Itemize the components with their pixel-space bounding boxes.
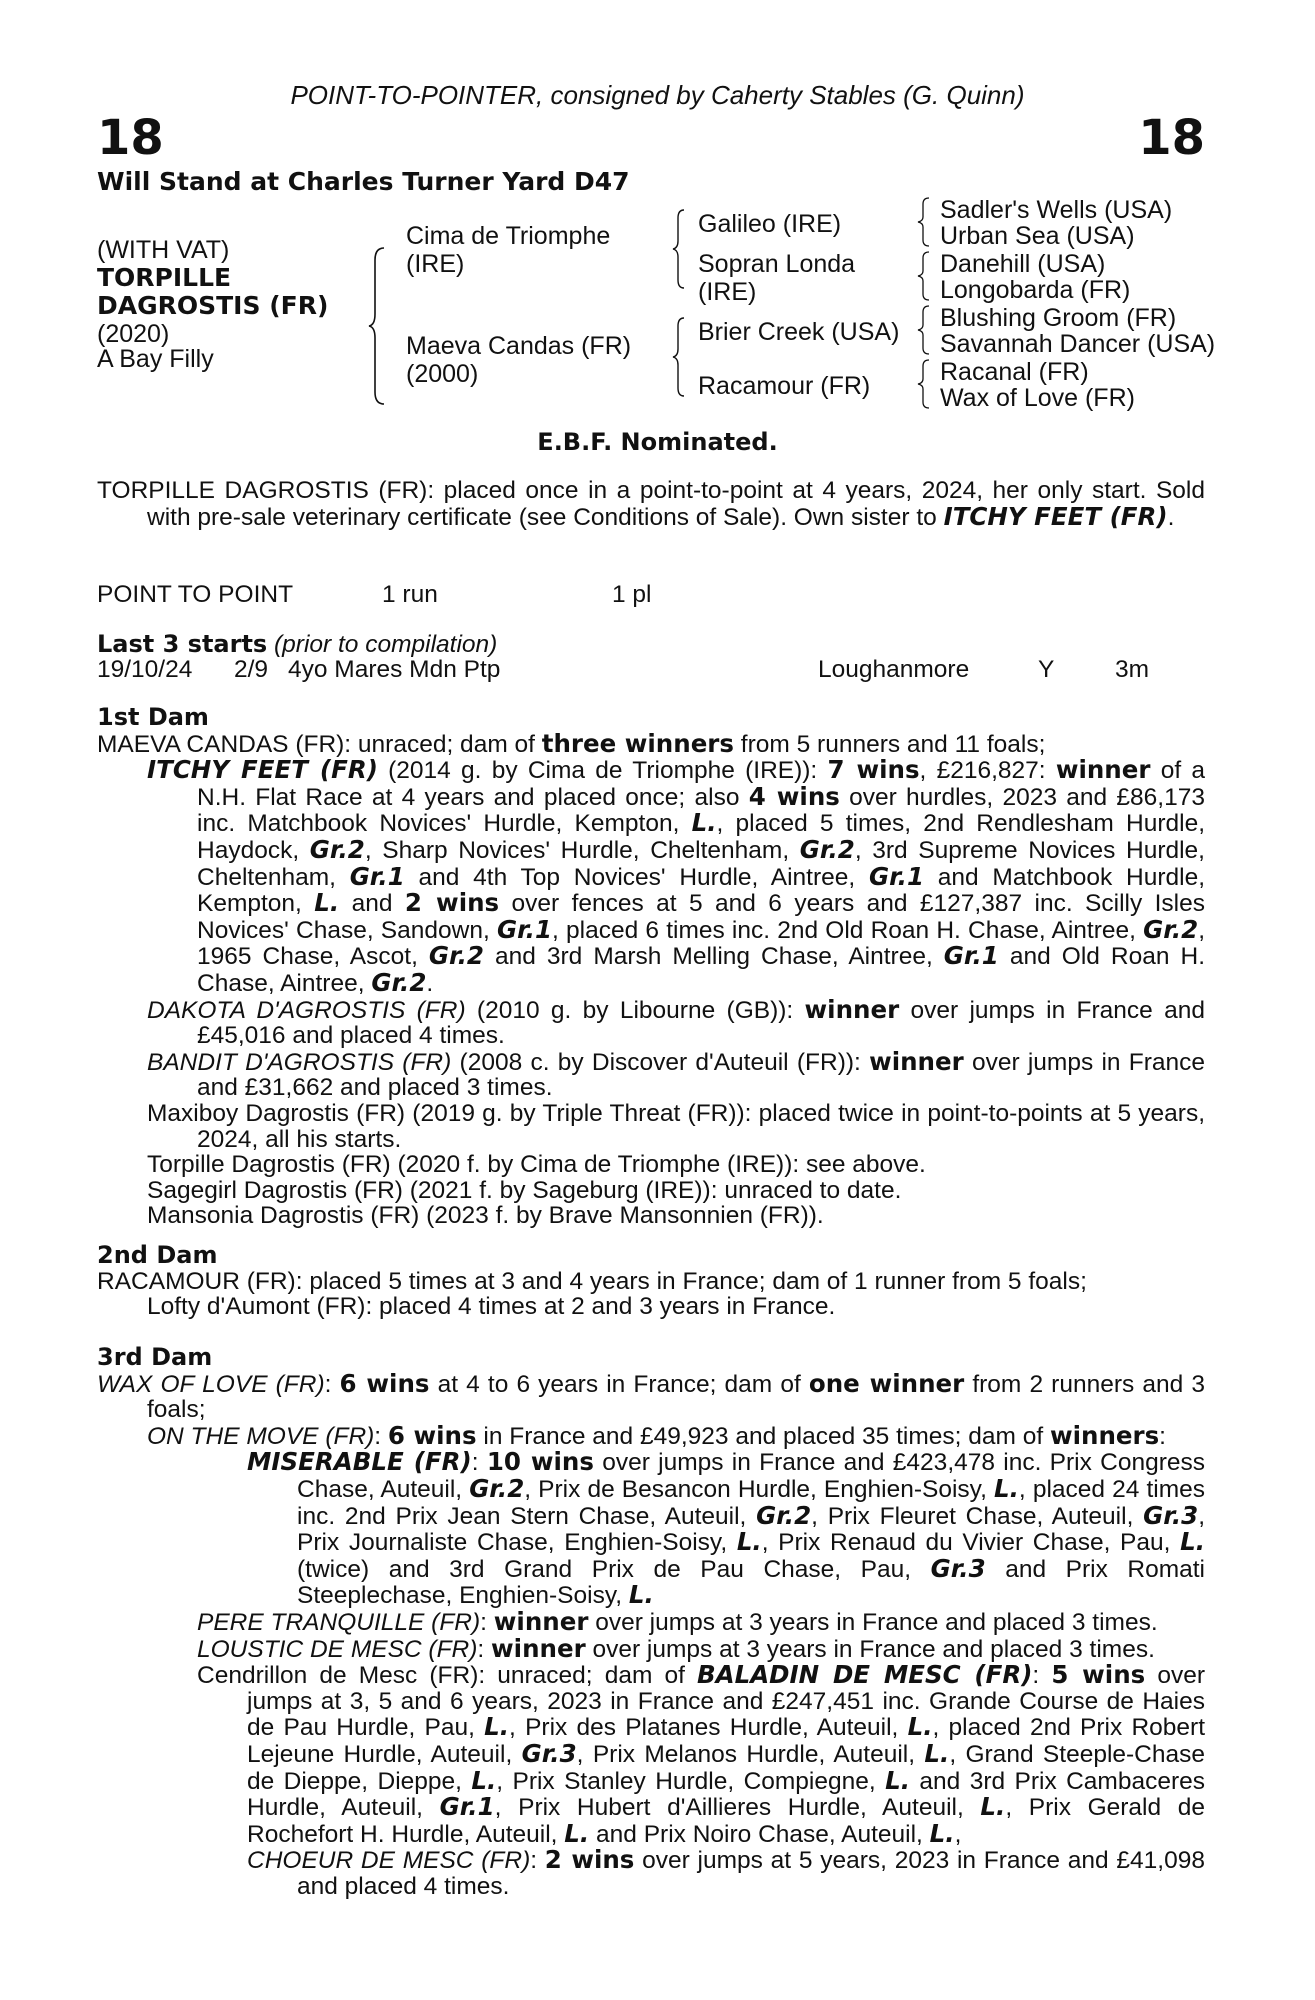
record-label: POINT TO POINT <box>97 581 294 608</box>
third-dam-intro: WAX OF LOVE (FR): 6 wins at 4 to 6 years in France; dam of one winner from 2 runners and 3 foals; <box>97 1368 1205 1424</box>
third-dam-title: 3rd Dam <box>97 1343 213 1371</box>
grandsire-7: Racanal (FR) <box>940 358 1089 386</box>
start-course: Loughanmore <box>818 656 970 683</box>
grandsire-6: Savannah Dancer (USA) <box>940 330 1216 358</box>
brace-g56 <box>917 304 931 356</box>
offspring-pere-tranquille: PERE TRANQUILLE (FR): winner over jumps at 3 years in France and placed 3 times. <box>197 1606 1158 1636</box>
sire-country: (IRE) <box>406 250 465 278</box>
lot-number-right: 18 <box>1138 110 1205 166</box>
second-dam-section <box>97 1243 1205 1320</box>
dam-dam: Racamour (FR) <box>698 372 871 400</box>
record-placed: 1 pl <box>612 581 652 608</box>
grandsire-4: Longobarda (FR) <box>940 276 1131 304</box>
grandsire-1: Sadler's Wells (USA) <box>940 196 1173 224</box>
dam-year: (2000) <box>406 360 479 388</box>
dam-name: Maeva Candas (FR) <box>406 332 632 360</box>
second-dam-intro: RACAMOUR (FR): placed 5 times at 3 and 4 years in France; dam of 1 runner from 5 foals; <box>97 1267 1087 1295</box>
second-dam-title: 2nd Dam <box>97 1241 218 1269</box>
offspring-cendrillon: Cendrillon de Mesc (FR): unraced; dam of BALADIN DE MESC (FR): 5 wins over jumps at 3, 5 and 6 years, 2023 in France and £247,451 inc. Grande Course de Haies de Pau Hurdle, Pau, L., Prix des Platanes Hurdle, Auteuil, L., placed 2nd Prix Robert Lejeune Hurdle, Auteuil, Gr.3, Prix Melanos Hurdle, Auteuil, L., Grand Steeple-Chase de Dieppe, Dieppe, L., Prix Stanley Hurdle, Compiegne, L. and 3rd Prix Cambaceres Hurdle, Auteuil, Gr.1, Prix Hubert d'Aillieres Hurdle, Auteuil, L., Prix Gerald de Rochefort H. Hurdle, Auteuil, L. and Prix Noiro Chase, Auteuil, L., <box>197 1660 1205 1848</box>
horse-name-line2: DAGROSTIS (FR) <box>97 291 329 320</box>
offspring-sagegirl: Sagegirl Dagrostis (FR) (2021 f. by Sageburg (IRE)): unraced to date. <box>147 1176 902 1204</box>
sire-dam-country: (IRE) <box>698 278 757 306</box>
sire-sire: Galileo (IRE) <box>698 210 842 238</box>
summary-text: TORPILLE DAGROSTIS (FR): placed once in a point-to-point at 4 years, 2024, her only start. Sold with pre-sale veterinary certificate (see Conditions of Sale). Own sister to ITCHY FEET (FR). <box>97 477 1205 531</box>
pedigree-brace-main <box>368 246 388 406</box>
vat-note: (WITH VAT) <box>97 236 230 264</box>
horse-description: A Bay Filly <box>97 345 214 373</box>
offspring-dakota: DAKOTA D'AGROSTIS (FR) (2010 g. by Libourne (GB)): winner over jumps in France and £45,016 and placed 4 times. <box>147 994 1205 1050</box>
first-dam-intro: MAEVA CANDAS (FR): unraced; dam of three winners from 5 runners and 11 foals; <box>97 728 1046 758</box>
lot-number-left: 18 <box>97 110 164 166</box>
brace-g12 <box>917 196 931 248</box>
offspring-itchy-feet: ITCHY FEET (FR) (2014 g. by Cima de Triomphe (IRE)): 7 wins, £216,827: winner of a N.H. Flat Race at 4 years and placed once; also 4 wins over hurdles, 2023 and £86,173 inc. Matchbook Novices' Hurdle, Kempton, L., placed 5 times, 2nd Rendlesham Hurdle, Haydock, Gr.2, Sharp Novices' Hurdle, Cheltenham, Gr.2, 3rd Supreme Novices Hurdle, Cheltenham, Gr.1 and 4th Top Novices' Hurdle, Aintree, Gr.1 and Matchbook Hurdle, Kempton, L. and 2 wins over fences at 5 and 6 years and £127,387 inc. Scilly Isles Novices' Chase, Sandown, Gr.1, placed 6 times inc. 2nd Old Roan H. Chase, Aintree, Gr.2, 1965 Chase, Ascot, Gr.2 and 3rd Marsh Melling Chase, Aintree, Gr.1 and Old Roan H. Chase, Aintree, Gr.2. <box>147 755 1206 997</box>
third-dam-section <box>97 1345 1205 1899</box>
offspring-miserable: MISERABLE (FR): 10 wins over jumps in France and £423,478 inc. Prix Congress Chase, Auteuil, Gr.2, Prix de Besancon Hurdle, Enghien-Soisy, L., placed 24 times inc. 2nd Prix Jean Stern Chase, Auteuil, Gr.2, Prix Fleuret Chase, Auteuil, Gr.3, Prix Journaliste Chase, Enghien-Soisy, L., Prix Renaud du Vivier Chase, Pau, L. (twice) and 3rd Grand Prix de Pau Chase, Pau, Gr.3 and Prix Romati Steeplechase, Enghien-Soisy, L. <box>247 1447 1206 1610</box>
sire-name: Cima de Triomphe <box>406 222 611 250</box>
offspring-loustic: LOUSTIC DE MESC (FR): winner over jumps at 3 years in France and placed 3 times. <box>197 1633 1155 1663</box>
brace-g34 <box>917 250 931 302</box>
offspring-maxiboy: Maxiboy Dagrostis (FR) (2019 g. by Triple Threat (FR)): placed twice in point-to-points at 5 years, 2024, all his starts. <box>147 1099 1205 1153</box>
brace-dam <box>672 316 686 398</box>
offspring-choeur: CHOEUR DE MESC (FR): 2 wins over jumps at 5 years, 2023 in France and £41,098 and placed 4 times. <box>247 1845 1205 1900</box>
start-position: 2/9 <box>234 656 269 683</box>
first-dam-title: 1st Dam <box>97 703 209 731</box>
offspring-on-the-move: ON THE MOVE (FR): 6 wins in France and £49,923 and placed 35 times; dam of winners: <box>147 1420 1166 1450</box>
start-race: 4yo Mares Mdn Ptp <box>288 656 501 683</box>
grandsire-5: Blushing Groom (FR) <box>940 304 1177 332</box>
start-distance: 3m <box>1115 656 1150 683</box>
start-going: Y <box>1038 656 1055 683</box>
start-date: 19/10/24 <box>97 656 193 683</box>
grandsire-3: Danehill (USA) <box>940 250 1106 278</box>
consignor-header: POINT-TO-POINTER, consigned by Caherty Stables (G. Quinn) <box>290 80 1025 110</box>
record-runs: 1 run <box>382 581 438 608</box>
sire-dam-name: Sopran Londa <box>698 250 856 278</box>
ebf-nominated: E.B.F. Nominated. <box>537 428 778 456</box>
horse-year: (2020) <box>97 320 170 348</box>
offspring-mansonia: Mansonia Dagrostis (FR) (2023 f. by Brave Mansonnien (FR)). <box>147 1202 824 1230</box>
grandsire-8: Wax of Love (FR) <box>940 384 1135 412</box>
offspring-bandit: BANDIT D'AGROSTIS (FR) (2008 c. by Discover d'Auteuil (FR)): winner over jumps in France and £31,662 and placed 3 times. <box>147 1046 1206 1102</box>
first-dam-section <box>97 705 1205 1229</box>
brace-g78 <box>917 358 931 410</box>
last-starts-heading: Last 3 starts (prior to compilation) <box>97 630 498 658</box>
stand-location: Will Stand at Charles Turner Yard D47 <box>97 167 630 196</box>
dam-sire: Brier Creek (USA) <box>698 318 900 346</box>
summary-block <box>97 478 1205 530</box>
grandsire-2: Urban Sea (USA) <box>940 222 1135 250</box>
offspring-torpille: Torpille Dagrostis (FR) (2020 f. by Cima de Triomphe (IRE)): see above. <box>147 1151 926 1179</box>
brace-sire <box>672 208 686 290</box>
horse-name-line1: TORPILLE <box>97 263 232 292</box>
offspring-lofty: Lofty d'Aumont (FR): placed 4 times at 2 and 3 years in France. <box>147 1293 836 1321</box>
